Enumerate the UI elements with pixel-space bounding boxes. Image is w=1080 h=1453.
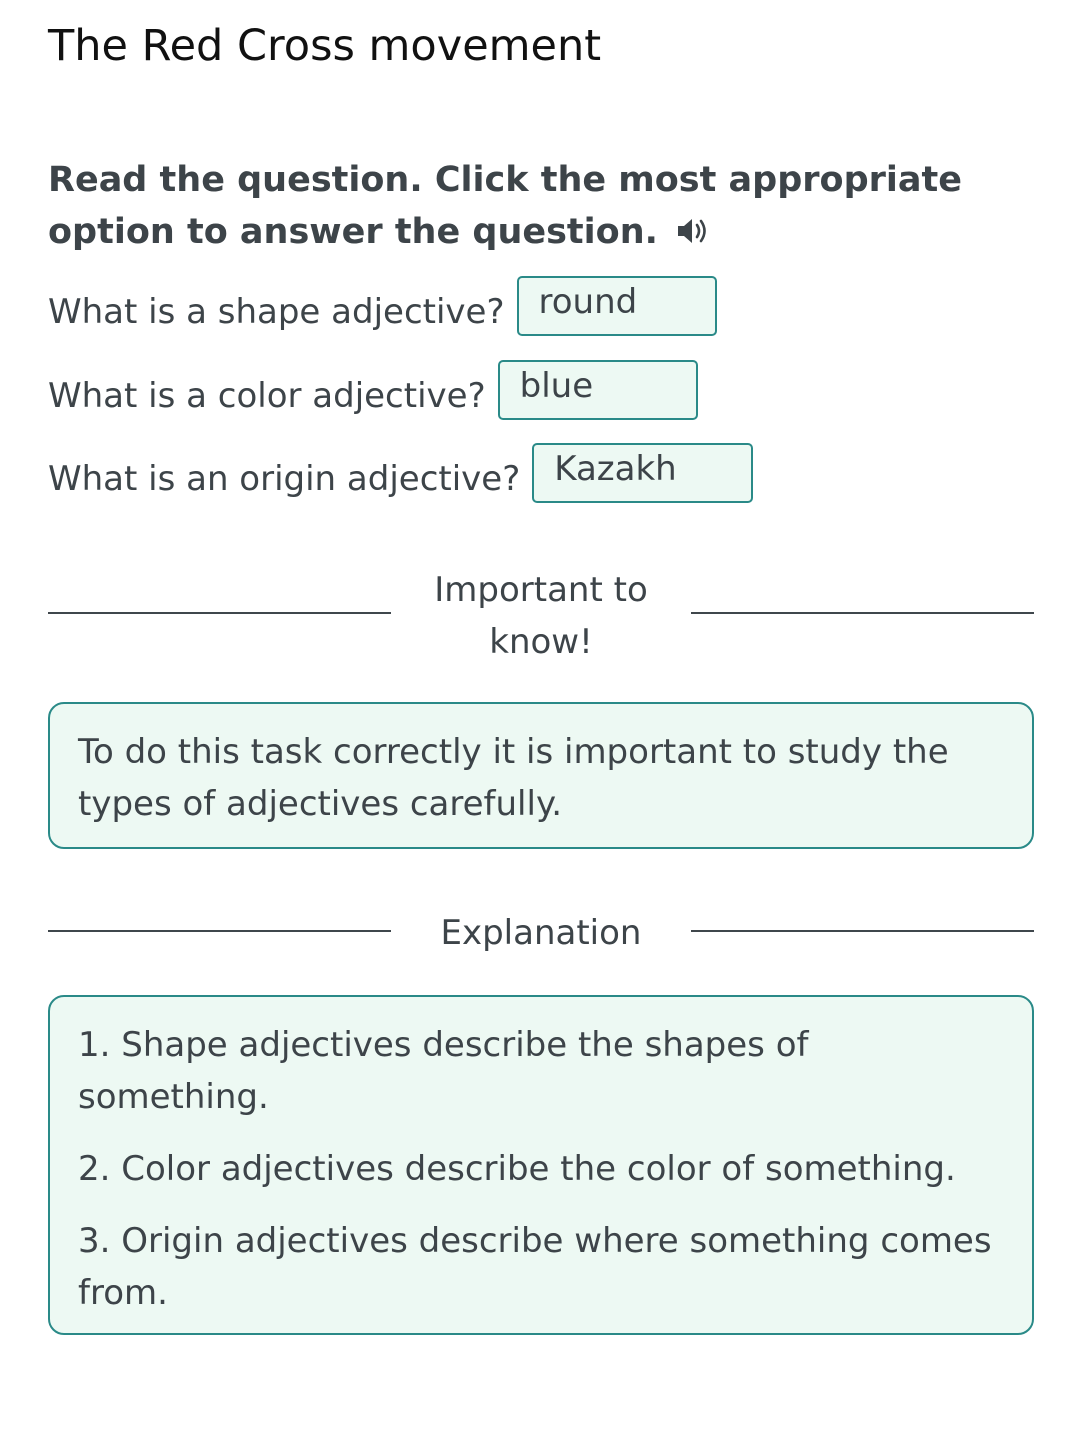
question-text: What is a shape adjective?: [48, 292, 505, 332]
answer-box-shape[interactable]: round: [517, 276, 717, 336]
explanation-item: 2. Color adjectives describe the color of something.: [78, 1149, 956, 1189]
divider-line-right: [691, 930, 1034, 932]
page-title: The Red Cross movement: [48, 21, 602, 71]
question-text: What is a color adjective?: [48, 376, 486, 416]
explanation-box: [48, 995, 1034, 1335]
divider-line-left: [48, 612, 391, 614]
explanation-heading: Explanation: [440, 913, 642, 953]
instruction-text: [48, 154, 1034, 261]
important-text: To do this task correctly it is important to study the types of adjectives carefully.: [78, 732, 949, 824]
question-row-shape: [48, 274, 717, 338]
question-text: What is an origin adjective?: [48, 459, 521, 499]
important-divider: [48, 560, 1034, 670]
answer-box-origin[interactable]: Kazakh: [532, 443, 753, 503]
explanation-item: 1. Shape adjectives describe the shapes of something.: [78, 1025, 809, 1117]
explanation-item: 3. Origin adjectives describe where something comes from.: [78, 1221, 992, 1313]
important-heading: Important to know!: [434, 570, 648, 662]
question-row-origin: [48, 441, 753, 505]
answer-box-color[interactable]: blue: [498, 360, 698, 420]
important-box: [48, 702, 1034, 849]
instruction-label: Read the question. Click the most appropriate option to answer the question.: [48, 160, 962, 252]
speaker-icon[interactable]: [676, 209, 712, 261]
question-row-color: [48, 358, 698, 422]
divider-line-right: [691, 612, 1034, 614]
divider-line-left: [48, 930, 391, 932]
explanation-divider: [48, 905, 1034, 965]
